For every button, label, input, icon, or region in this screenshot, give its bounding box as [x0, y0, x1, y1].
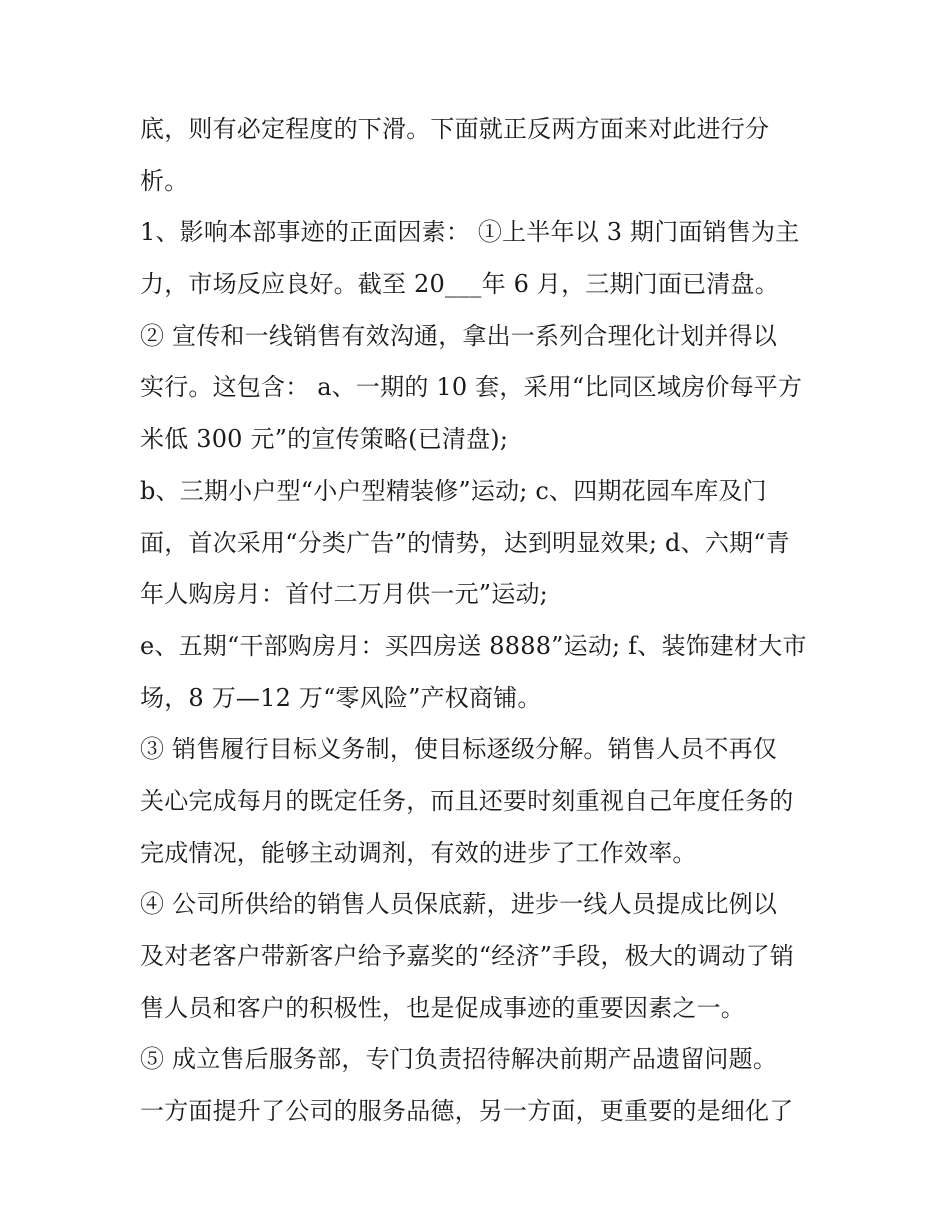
document-body — [140, 104, 820, 1138]
text-line: ④ 公司所供给的销售人员保底薪，进步一线人员提成比例以 — [140, 890, 778, 919]
text-line: 米低 300 元”的宣传策略(已清盘); — [140, 425, 509, 454]
text-line: 1、影响本部事迹的正面因素： ①上半年以 3 期门面销售为主 — [140, 218, 800, 247]
text-line: 及对老客户带新客户给予嘉奖的“经济”手段，极大的调动了销 — [140, 942, 795, 970]
text-line: b、三期小户型“小户型精装修”运动; c、四期花园车库及门 — [140, 476, 767, 505]
text-line: 面，首次采用“分类广告”的情势，达到明显效果; d、六期“青 — [140, 528, 790, 557]
text-line: 年人购房月：首付二万月供一元”运动; — [140, 580, 548, 609]
text-line: ② 宣传和一线销售有效沟通，拿出一系列合理化计划并得以 — [140, 321, 778, 350]
text-line: 底，则有必定程度的下滑。下面就正反两方面来对此进行分 — [140, 115, 770, 143]
text-line: ⑤ 成立售后服务部，专门负责招待解决前期产品遗留问题。 — [140, 1045, 778, 1074]
text-line: 力，市场反应良好。截至 20___年 6 月，三期门面已清盘。 — [140, 270, 779, 299]
text-line: 一方面提升了公司的服务品德，另一方面，更重要的是细化了 — [140, 1097, 794, 1126]
text-line: 完成情况，能够主动调剂，有效的进步了工作效率。 — [140, 838, 697, 867]
text-line: 实行。这包含： a、一期的 10 套，采用“比同区域房价每平方 — [140, 373, 803, 402]
text-line: 场，8 万—12 万“零风险”产权商铺。 — [140, 683, 542, 712]
text-line: 析。 — [140, 166, 189, 195]
text-line: 关心完成每月的既定任务，而且还要时刻重视自己年度任务的 — [140, 786, 794, 815]
text-line: e、五期“干部购房月：买四房送 8888”运动; f、装饰建材大市 — [140, 631, 807, 660]
text-line: 售人员和客户的积极性，也是促成事迹的重要因素之一。 — [140, 993, 745, 1022]
text-line: ③ 销售履行目标义务制，使目标逐级分解。销售人员不再仅 — [140, 735, 778, 764]
